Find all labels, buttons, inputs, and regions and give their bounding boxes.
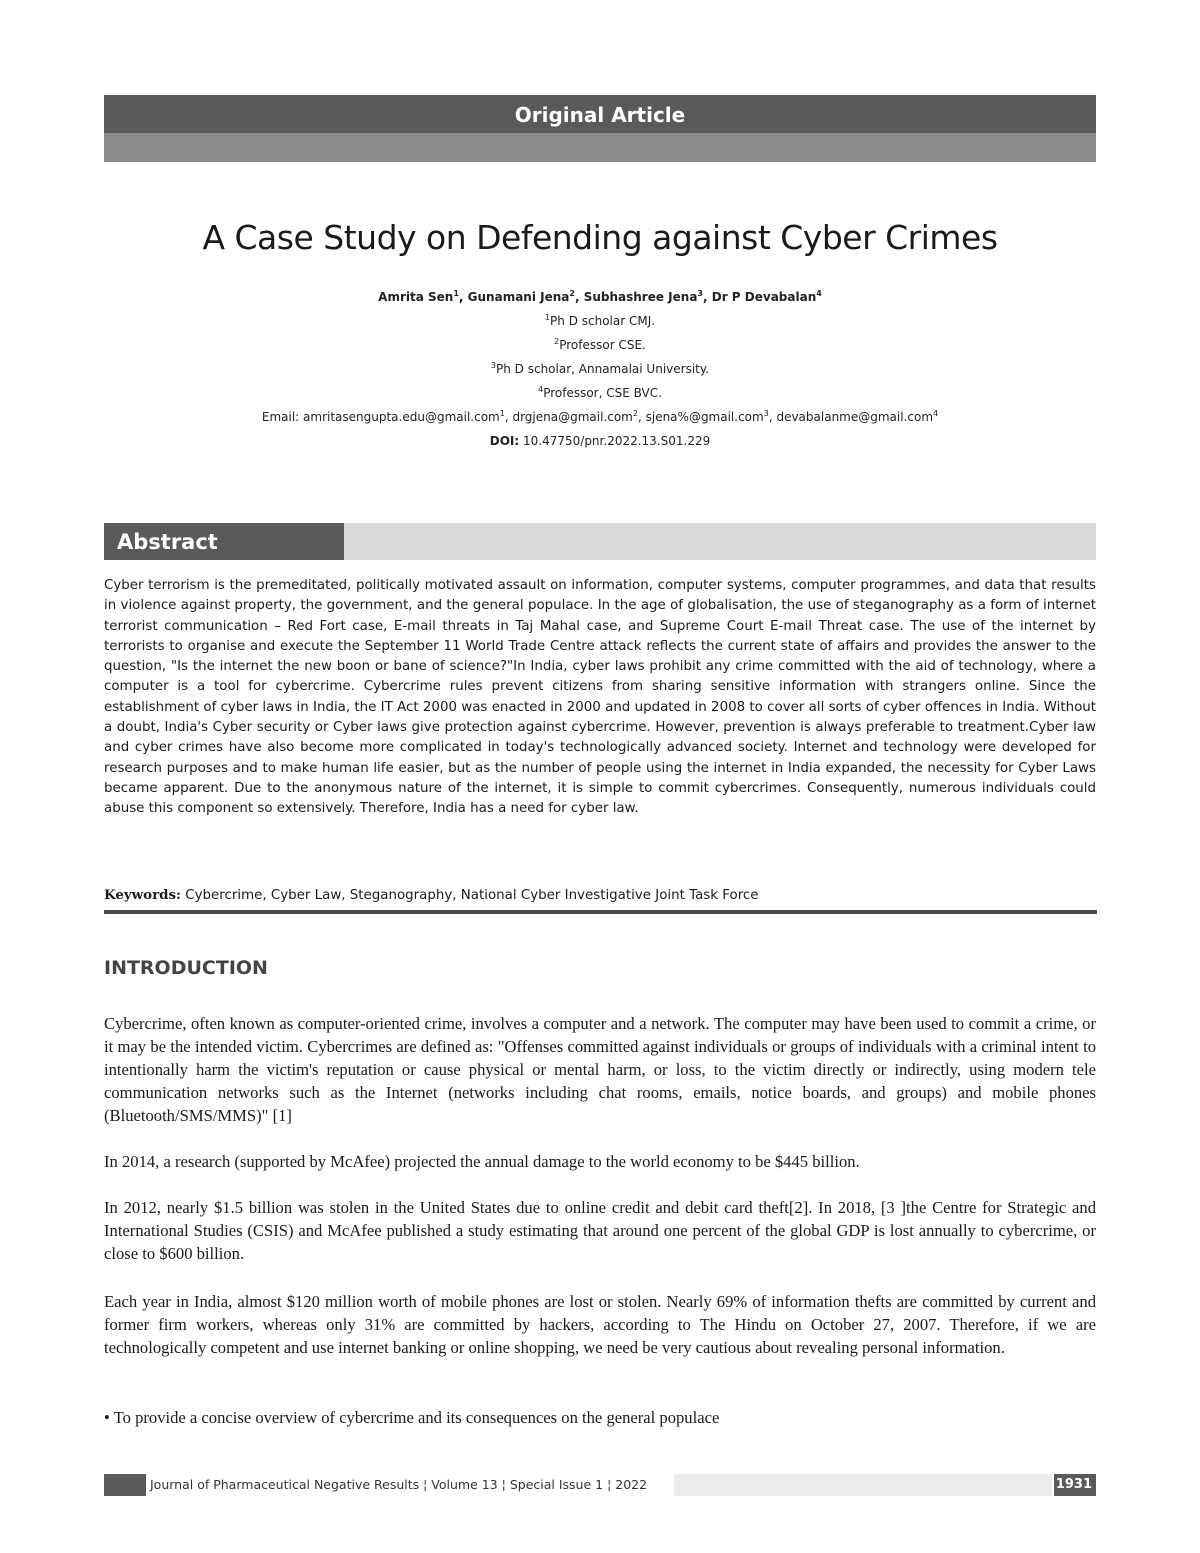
affiliation-text: Professor CSE. xyxy=(559,338,646,352)
keywords-label: Keywords: xyxy=(104,887,182,903)
email-sup: 2 xyxy=(632,409,638,418)
email-sup: 3 xyxy=(763,409,769,418)
author-name: Amrita Sen xyxy=(378,290,454,304)
article-type-label: Original Article xyxy=(104,95,1096,133)
abstract-header-bar xyxy=(104,523,1096,560)
affiliation-4 xyxy=(104,386,1096,400)
email-sup: 4 xyxy=(933,409,939,418)
introduction-heading: INTRODUCTION xyxy=(104,957,268,979)
intro-paragraph-1: Cybercrime, often known as computer-oriented crime, involves a computer and a network. The computer may have been used to commit a crime, or it may be the intended victim. Cybercrimes are defined as: "Offenses committed against individuals or groups of individuals with a criminal intent to intentionally harm the victim's reputation or cause physical or mental harm, or loss, to the victim directly or indirectly, using modern tele communication networks such as the Internet (networks including chat rooms, emails, notice boards, and groups) and mobile phones (Bluetooth/SMS/MMS)" [1] xyxy=(104,1014,1096,1125)
paper-title: A Case Study on Defending against Cyber Crimes xyxy=(202,218,998,257)
footer-journal: Journal of Pharmaceutical Negative Results ¦ Volume 13 ¦ Special Issue 1 ¦ 2022 xyxy=(150,1477,648,1492)
email-link[interactable]: amritasengupta.edu@gmail.com xyxy=(303,410,500,424)
affiliation-sup: 2 xyxy=(554,337,560,346)
affiliation-sup: 3 xyxy=(490,361,497,370)
intro-paragraph-2: In 2014, a research (supported by McAfee) projected the annual damage to the world economy to be $445 billion. xyxy=(104,1152,860,1171)
doi-label: DOI: xyxy=(489,434,520,448)
intro-paragraph-4: Each year in India, almost $120 million worth of mobile phones are lost or stolen. Nearly 69% of information thefts are committed by current and former firm workers, whereas only 31% are committed by hackers, according to The Hindu on October 27, 2007. Therefore, if we are technologically competent and use internet banking or online shopping, we need be very cautious about revealing personal information. xyxy=(104,1292,1096,1357)
author-name: Dr P Devabalan xyxy=(711,290,817,304)
email-link[interactable]: sjena%@gmail.com xyxy=(645,410,764,424)
email-list: Email: amritasengupta.edu@gmail.com$^1$, drgjena@gmail.com$^2$, sjena%@gmail.com$^3$, devabalanme@gmail.com$^4$ xyxy=(261,409,939,424)
footer-mid-band xyxy=(674,1474,1052,1496)
email-sup: 1 xyxy=(499,409,505,418)
author-sup: 4 xyxy=(816,289,822,298)
affiliation-1 xyxy=(104,314,1096,328)
page-number: 1931 xyxy=(1054,1474,1096,1496)
keywords-text: Cybercrime, Cyber Law, Steganography, National Cyber Investigative Joint Task Force xyxy=(181,888,759,903)
author-sup: 2 xyxy=(569,289,575,298)
doi-line xyxy=(104,434,1096,448)
author-list: Amrita Sen$^1$, Gunamani Jena$^2$, Subhashree Jena$^3$, Dr P Devabalan$^4$ xyxy=(378,289,822,304)
abstract-heading: Abstract xyxy=(104,523,344,560)
abstract-text: Cyber terrorism is the premeditated, politically motivated assault on information, computer systems, computer programmes, and data that results in violence against property, the government, and the general populace. In the age of globalisation, the use of steganography as a form of internet terrorist communication – Red Fort case, E-mail threats in Taj Mahal case, and Supreme Court E-mail Threat case. The use of the internet by terrorists to organise and execute the September 11 World Trade Centre attack reflects the current state of affairs and provides the answer to the question, "Is the internet the new boon or bane of science?"In India, cyber laws prohibit any crime committed with the aid of technology, where a computer is a tool for cybercrime. Cybercrime rules prevent citizens from sharing sensitive information with strangers online. Since the establishment of cyber laws in India, the IT Act 2000 was enacted in 2000 and updated in 2008 to cover all sorts of cyber offences in India. Without a doubt, India's Cyber security or Cyber laws give protection against cybercrime. However, prevention is always preferable to treatment.Cyber law and cyber crimes have also become more complicated in today's technologically advanced society. Internet and technology were developed for research purposes and to make human life easier, but as the number of people using the internet in India expanded, the necessity for Cyber Laws became apparent. Due to the anonymous nature of the internet, it is simple to commit cybercrimes. Consequently, numerous individuals could abuse this component so extensively. Therefore, India has a need for cyber law. xyxy=(104,578,1096,817)
author-sup: 1 xyxy=(453,289,459,298)
author-name: Subhashree Jena xyxy=(583,290,698,304)
intro-bullet: • To provide a concise overview of cybercrime and its consequences on the general populace xyxy=(104,1408,720,1427)
doi-link[interactable]: 10.47750/pnr.2022.13.S01.229 xyxy=(519,434,711,448)
keywords-line xyxy=(104,887,1096,903)
email-link[interactable]: devabalanme@gmail.com xyxy=(776,410,934,424)
affiliation-2 xyxy=(104,338,1096,352)
email-link[interactable]: drgjena@gmail.com xyxy=(512,410,633,424)
intro-paragraph-3: In 2012, nearly $1.5 billion was stolen in the United States due to online credit and debit card theft[2]. In 2018, [3 ]the Centre for Strategic and International Studies (CSIS) and McAfee published a study estimating that around one percent of the global GDP is lost annually to cybercrime, or close to $600 billion. xyxy=(104,1198,1096,1263)
author-name: Gunamani Jena xyxy=(467,290,570,304)
affiliation-text: Ph D scholar CMJ. xyxy=(550,314,656,328)
affiliation-text: Ph D scholar, Annamalai University. xyxy=(496,362,710,376)
affiliation-sup: 1 xyxy=(544,313,551,322)
section-divider xyxy=(104,910,1097,914)
article-type-banner xyxy=(104,95,1096,162)
affiliation-3 xyxy=(104,362,1096,376)
email-prefix: Email: xyxy=(261,410,304,424)
affiliation-sup: 4 xyxy=(538,385,544,394)
affiliation-text: Professor, CSE BVC. xyxy=(543,386,662,400)
author-sup: 3 xyxy=(697,289,703,298)
page-footer xyxy=(104,1474,1096,1496)
footer-left-block xyxy=(104,1474,146,1496)
